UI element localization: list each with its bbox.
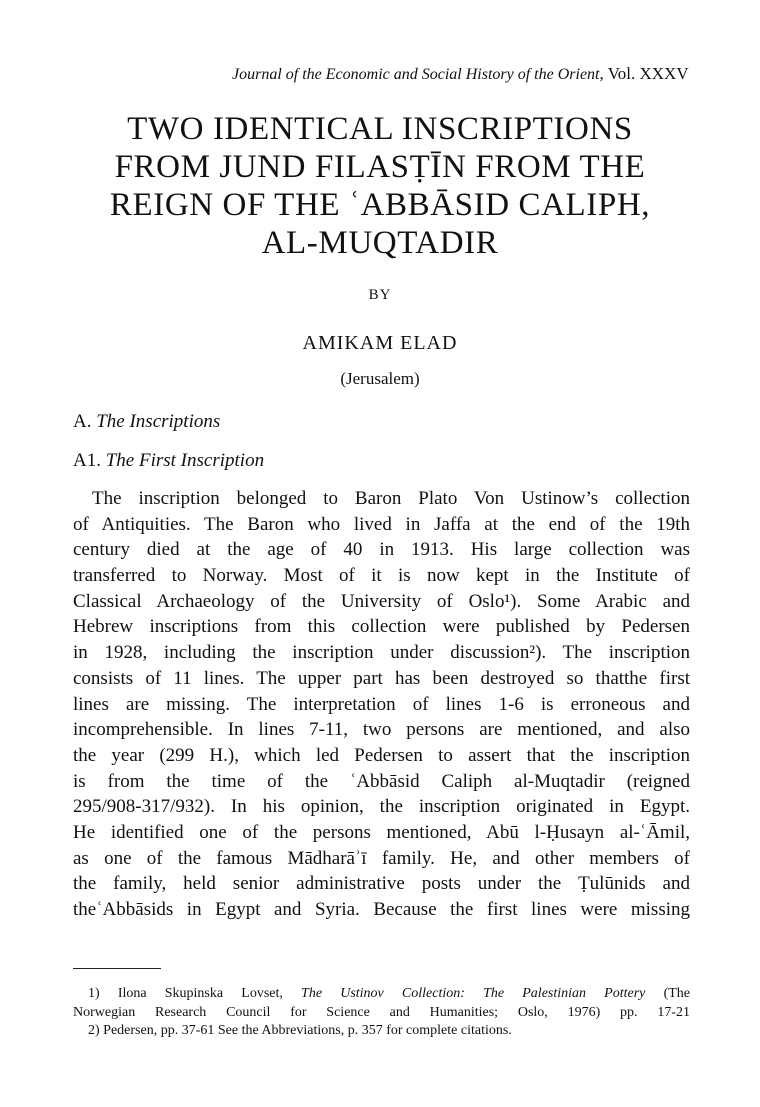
footnote-1 (73, 985, 690, 1004)
section-number: A. (73, 411, 92, 432)
body-line: is from the time of the ʿAbbāsid Caliph al-Muqtadir (reigned (73, 770, 690, 792)
body-line: theʿAbbāsids in Egypt and Syria. Because the first lines were missing (73, 899, 690, 920)
body-line: of Antiquities. The Baron who lived in Jaffa at the end of the 19th (73, 513, 690, 535)
journal-volume: , Vol. XXXV (599, 64, 689, 83)
byline-by: BY (368, 287, 392, 303)
journal-name: Journal of the Economic and Social History of the Orient (232, 66, 600, 83)
body-line: He identified one of the persons mentioned, Abū l-Ḥusayn al-ʿĀmil, (73, 821, 690, 843)
footnotes (73, 985, 690, 1041)
body-line: 295/908-317/932). In his opinion, the inscription originated in Egypt. (73, 796, 690, 818)
author-name: AMIKAM ELAD (302, 332, 458, 354)
body-paragraph (73, 486, 690, 923)
body-line: century died at the age of 40 in 1913. His large collection was (73, 539, 690, 561)
body-line: transferred to Norway. Most of it is now kept in the Institute of (73, 565, 690, 587)
body-line: Classical Archaeology of the University of Oslo¹). Some Arabic and (73, 590, 690, 612)
body-line: The inscription belonged to Baron Plato Von Ustinow’s collection (92, 488, 690, 509)
body-line: consists of 11 lines. The upper part has been destroyed so thatthe first (73, 667, 690, 689)
section-heading (73, 410, 220, 434)
body-line: incomprehensible. In lines 7-11, two persons are mentioned, and also (73, 719, 690, 741)
footnote-2: 2) Pedersen, pp. 37-61 See the Abbreviations, p. 357 for complete citations. (88, 1023, 512, 1038)
title-line: TWO IDENTICAL INSCRIPTIONS (127, 111, 633, 147)
running-header (232, 63, 702, 86)
footnote-text: (The (645, 986, 690, 1001)
footnote-text: 1) Ilona Skupinska Lovset, (88, 986, 302, 1001)
body-line: in 1928, including the inscription under discussion²). The inscription (73, 642, 690, 664)
body-line: Hebrew inscriptions from this collection were published by Pedersen (73, 616, 690, 638)
footnote-divider (73, 968, 161, 969)
title-line: FROM JUND FILASṬĪN FROM THE (114, 149, 646, 185)
body-line: the year (299 H.), which led Pedersen to assert that the inscription (73, 744, 690, 766)
subsection-title: The First Inscription (105, 450, 265, 471)
body-line: as one of the famous Mādharāʾī family. He, and other members of (73, 847, 690, 869)
footnote-cited-title: The Ustinov Collection: The Palestinian Pottery (301, 986, 646, 1001)
section-title: The Inscriptions (96, 411, 221, 432)
subsection-number: A1. (73, 450, 101, 471)
subsection-heading (73, 449, 264, 473)
author-affiliation: (Jerusalem) (340, 369, 420, 388)
title-line: AL-MUQTADIR (261, 225, 499, 261)
body-line: lines are missing. The interpretation of lines 1-6 is erroneous and (73, 693, 690, 715)
body-line: the family, held senior administrative posts under the Ṭulūnids and (73, 873, 690, 895)
footnote-1-continued: Norwegian Research Council for Science and Humanities; Oslo, 1976) pp. 17-21 (73, 1004, 690, 1020)
title-line: REIGN OF THE ʿABBĀSID CALIPH, (109, 187, 651, 223)
article-title (60, 110, 700, 262)
